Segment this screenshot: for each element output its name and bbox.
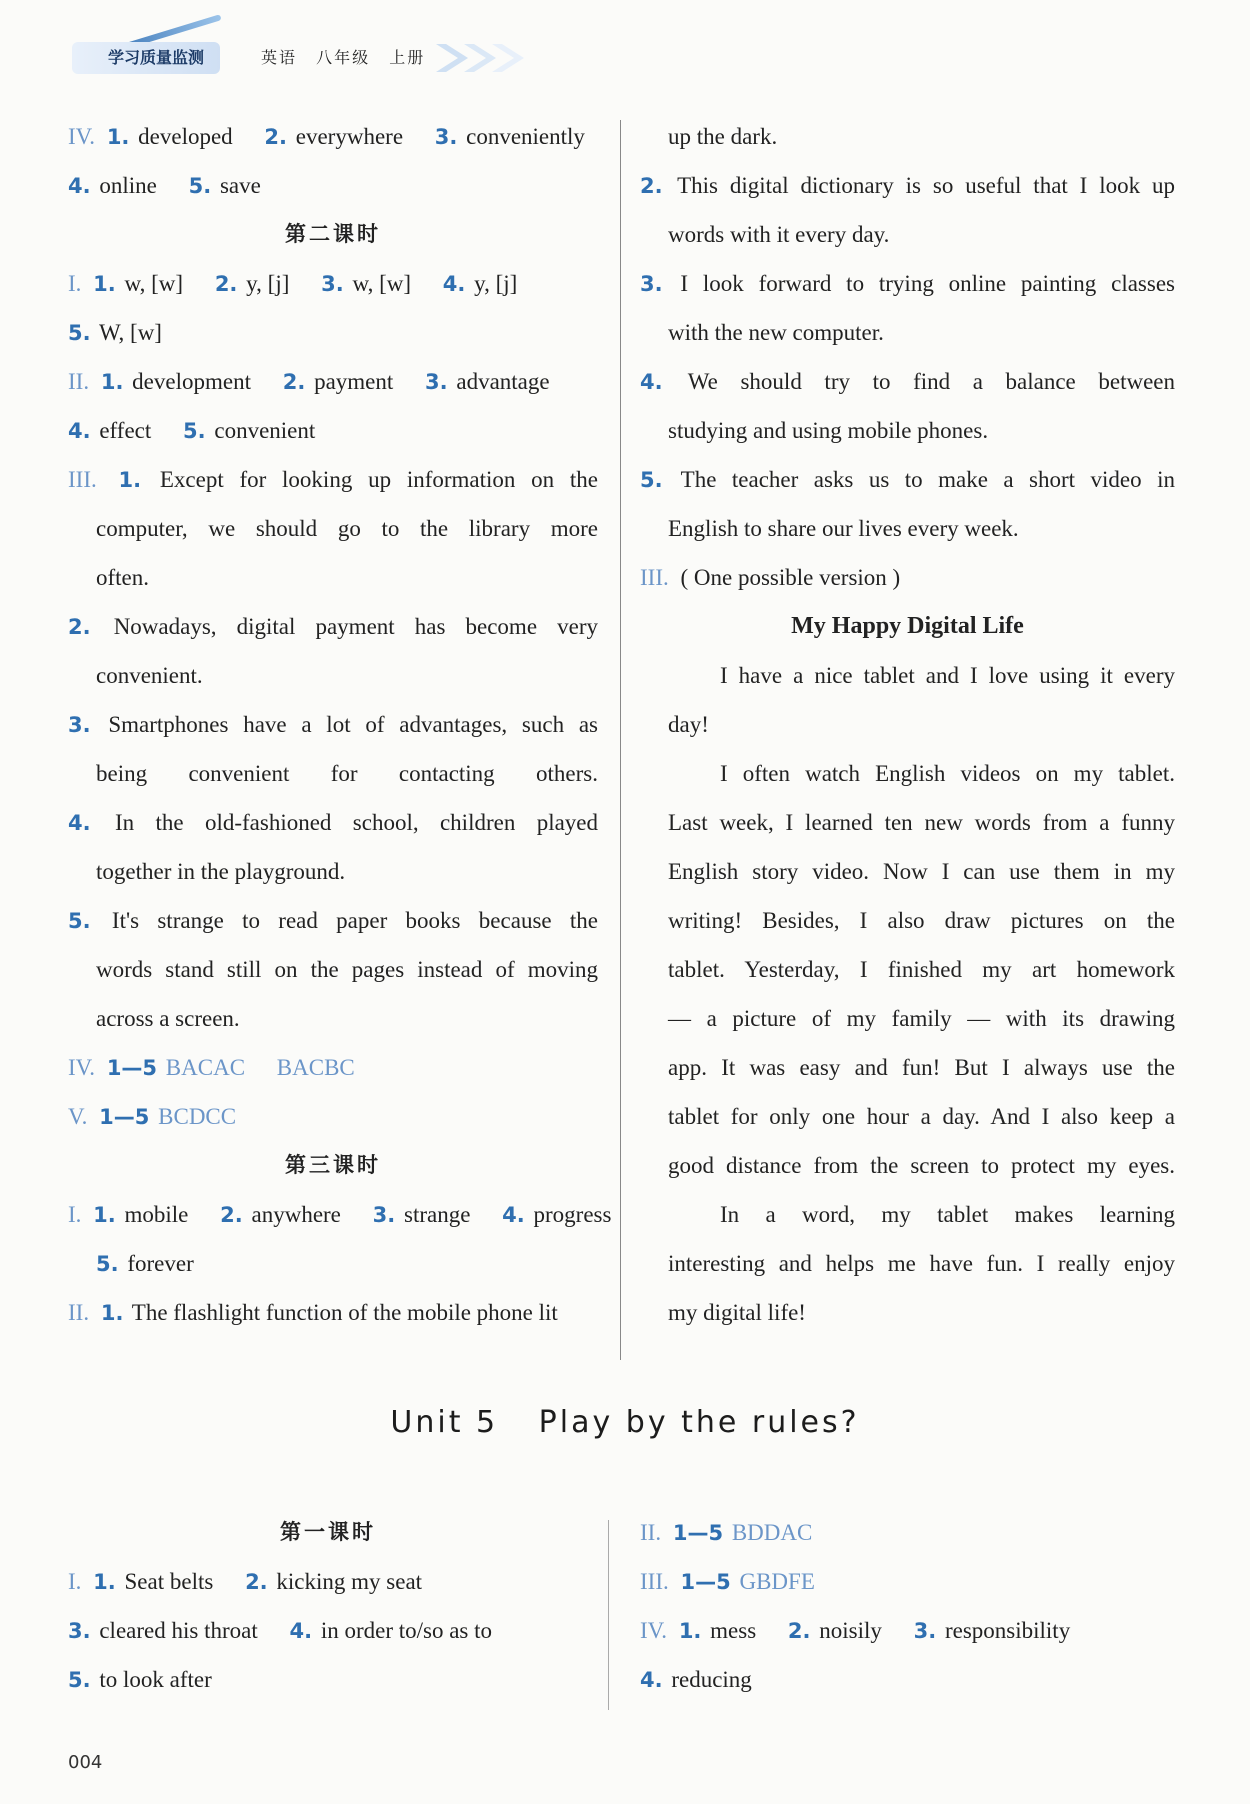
sentence-text: This digital dictionary is so useful that I look up xyxy=(677,173,1175,198)
item-number: 4. xyxy=(442,272,466,296)
sentence-line: words with it every day. xyxy=(668,222,890,247)
answer-row xyxy=(68,1190,612,1239)
chevrons-icon xyxy=(436,40,536,76)
sentence-text: We should try to find a balance between xyxy=(687,369,1175,394)
answer-text: forever xyxy=(127,1251,194,1276)
item-number: 5. xyxy=(183,419,206,443)
answer-row xyxy=(68,406,598,455)
item-range: 1—5 xyxy=(99,1105,150,1129)
answer-key: BCDCC xyxy=(158,1104,237,1129)
sentence-line: English to share our lives every week. xyxy=(668,516,1019,541)
essay-line: English story video. Now I can use them in my xyxy=(668,859,1175,884)
item-number: 1. xyxy=(93,1570,116,1594)
item-number: 4. xyxy=(289,1619,313,1643)
page-header xyxy=(66,18,546,80)
answer-text: reducing xyxy=(671,1667,752,1692)
volume: 上册 xyxy=(389,48,426,67)
answer-text: anywhere xyxy=(251,1202,341,1227)
item-number: 1. xyxy=(106,125,130,149)
sentence-line xyxy=(68,896,598,945)
section-heading xyxy=(640,553,1175,602)
answer-text: w, [w] xyxy=(352,271,412,296)
sentence-text: In the old-fashioned school, children played xyxy=(114,810,599,835)
answer-row xyxy=(68,1092,598,1141)
answer-row xyxy=(68,1557,588,1606)
lesson-title: 第一课时 xyxy=(280,1520,376,1544)
answer-text: Seat belts xyxy=(124,1569,214,1594)
essay-line: I often watch English videos on my tablet. xyxy=(720,761,1175,786)
item-number: 1. xyxy=(100,370,124,394)
item-number: 2. xyxy=(245,1570,268,1594)
item-number: 4. xyxy=(502,1203,525,1227)
section-number: III. xyxy=(68,467,97,492)
page-number: 004 xyxy=(68,1752,103,1773)
answer-text: everywhere xyxy=(295,124,404,149)
answer-text: to look after xyxy=(99,1667,212,1692)
item-number: 3. xyxy=(68,1619,91,1643)
answer-text: y, [j] xyxy=(474,271,518,296)
sentence-line: being convenient for contacting others. xyxy=(96,761,598,786)
essay-line: Last week, I learned ten new words from a funny xyxy=(668,810,1175,835)
sentence-line: computer, we should go to the library more xyxy=(96,516,598,541)
item-number: 1. xyxy=(100,1301,124,1325)
series-title: 学习质量监测 xyxy=(72,42,220,74)
section-number: I. xyxy=(68,271,82,296)
sentence-line xyxy=(68,700,598,749)
sentence-line: words stand still on the pages instead of moving xyxy=(96,957,598,982)
item-number: 4. xyxy=(68,419,91,443)
sentence-text: I look forward to trying online painting classes xyxy=(680,271,1175,296)
answer-text: convenient xyxy=(214,418,316,443)
answer-row xyxy=(68,161,598,210)
book-info xyxy=(261,42,437,74)
answer-row xyxy=(68,1239,598,1288)
sentence-text: Smartphones have a lot of advantages, such as xyxy=(108,712,598,737)
item-number: 3. xyxy=(640,272,663,296)
item-number: 3. xyxy=(425,370,448,394)
sentence-line xyxy=(640,455,1175,504)
item-number: 4. xyxy=(68,811,91,835)
item-number: 3. xyxy=(913,1619,937,1643)
section-number: I. xyxy=(68,1202,82,1227)
essay-line: my digital life! xyxy=(668,1300,806,1325)
unit-heading xyxy=(0,1405,1250,1440)
item-number: 4. xyxy=(640,1668,663,1692)
sentence-line xyxy=(68,798,598,847)
item-number: 5. xyxy=(96,1252,119,1276)
unit-label: Unit 5 xyxy=(390,1405,499,1440)
bottom-right-column xyxy=(640,1508,1160,1704)
sentence-text: It's strange to read paper books because the xyxy=(111,908,599,933)
unit-title: Play by the rules? xyxy=(538,1405,860,1440)
answer-text: y, [j] xyxy=(246,271,290,296)
item-number: 4. xyxy=(640,370,663,394)
lesson-title: 第二课时 xyxy=(285,222,381,246)
section-number: II. xyxy=(640,1520,662,1545)
item-number: 1. xyxy=(93,272,116,296)
answer-text: payment xyxy=(314,369,394,394)
sentence-line xyxy=(640,259,1175,308)
item-range: 1—5 xyxy=(680,1570,731,1594)
section-number: IV. xyxy=(68,1055,96,1080)
answer-text: developed xyxy=(138,124,233,149)
answer-row xyxy=(68,357,598,406)
left-column xyxy=(68,112,612,1337)
item-range: 1—5 xyxy=(106,1056,158,1080)
item-number: 3. xyxy=(372,1203,396,1227)
item-number: 4. xyxy=(68,174,91,198)
sentence-text: The flashlight function of the mobile phone lit xyxy=(131,1300,558,1325)
essay-title: My Happy Digital Life xyxy=(791,613,1024,639)
answer-row xyxy=(68,1043,598,1092)
lesson-title: 第三课时 xyxy=(285,1153,381,1177)
answer-text: mobile xyxy=(124,1202,189,1227)
item-number: 2. xyxy=(68,615,91,639)
essay-line: In a word, my tablet makes learning xyxy=(720,1202,1175,1227)
sentence-line: together in the playground. xyxy=(96,859,346,884)
essay-body xyxy=(640,651,1175,1337)
section-number: IV. xyxy=(68,124,96,149)
answer-row xyxy=(68,1606,588,1655)
essay-line: day! xyxy=(668,712,709,737)
item-number: 2. xyxy=(214,272,238,296)
sentence-line xyxy=(68,455,598,504)
section-number: II. xyxy=(68,369,90,394)
answer-row xyxy=(68,112,598,161)
subject: 英语 xyxy=(261,48,298,67)
section-number: I. xyxy=(68,1569,82,1594)
sentence-line: with the new computer. xyxy=(668,320,884,345)
section-number: III. xyxy=(640,1569,669,1594)
item-number: 2. xyxy=(787,1619,811,1643)
essay-line: interesting and helps me have fun. I really enjoy xyxy=(668,1251,1175,1276)
answer-row xyxy=(68,1655,588,1704)
sentence-line: often. xyxy=(96,565,150,590)
answer-key: BACAC xyxy=(165,1055,246,1080)
item-number: 3. xyxy=(434,125,458,149)
answer-text: conveniently xyxy=(466,124,585,149)
answer-text: noisily xyxy=(819,1618,882,1643)
item-number: 2. xyxy=(220,1203,243,1227)
version-note: ( One possible version ) xyxy=(680,565,901,590)
answer-text: kicking my seat xyxy=(276,1569,423,1594)
sentence-line: across a screen. xyxy=(96,1006,240,1031)
answer-text: progress xyxy=(533,1202,612,1227)
item-number: 1. xyxy=(118,468,142,492)
answer-text: effect xyxy=(99,418,152,443)
item-number: 1. xyxy=(93,1203,116,1227)
answer-text: mess xyxy=(710,1618,757,1643)
answer-text: strange xyxy=(404,1202,471,1227)
item-number: 5. xyxy=(640,468,663,492)
section-number: IV. xyxy=(640,1618,668,1643)
answer-row xyxy=(640,1508,1160,1557)
answer-text: online xyxy=(99,173,157,198)
item-number: 5. xyxy=(68,321,91,345)
item-number: 2. xyxy=(640,174,663,198)
grade: 八年级 xyxy=(316,48,371,67)
section-number: V. xyxy=(68,1104,88,1129)
answer-row xyxy=(640,1606,1160,1655)
item-number: 5. xyxy=(68,1668,91,1692)
answer-text: W, [w] xyxy=(98,320,162,345)
essay-line: good distance from the screen to protect my eyes. xyxy=(668,1153,1175,1178)
essay-line: — a picture of my family — with its drawing xyxy=(668,1006,1175,1031)
essay-line: app. It was easy and fun! But I always use the xyxy=(668,1055,1175,1080)
essay-line: tablet for only one hour a day. And I also keep a xyxy=(668,1104,1175,1129)
right-column xyxy=(640,112,1175,1337)
column-divider xyxy=(620,120,621,1360)
sentence-line: studying and using mobile phones. xyxy=(668,418,989,443)
item-range: 1—5 xyxy=(672,1521,724,1545)
answer-text: development xyxy=(132,369,251,394)
sentence-line xyxy=(68,602,598,651)
sentence-line xyxy=(68,1288,598,1337)
sentence-line xyxy=(640,357,1175,406)
essay-line: I have a nice tablet and I love using it every xyxy=(720,663,1175,688)
sentence-text: The teacher asks us to make a short video in xyxy=(680,467,1175,492)
sentence-text: Except for looking up information on the xyxy=(159,467,599,492)
answer-row xyxy=(640,1655,1160,1704)
sentence-line: convenient. xyxy=(96,663,203,688)
item-number: 5. xyxy=(68,909,91,933)
item-number: 3. xyxy=(321,272,344,296)
answer-key: GBDFE xyxy=(739,1569,815,1594)
item-number: 5. xyxy=(188,174,212,198)
answer-text: cleared his throat xyxy=(99,1618,258,1643)
answer-key: BDDAC xyxy=(731,1520,813,1545)
answer-text: save xyxy=(219,173,261,198)
sentence-line: up the dark. xyxy=(668,124,778,149)
answer-text: advantage xyxy=(456,369,550,394)
answer-key: BACBC xyxy=(276,1055,355,1080)
answer-text: responsibility xyxy=(944,1618,1071,1643)
answer-text: w, [w] xyxy=(124,271,184,296)
item-number: 1. xyxy=(678,1619,702,1643)
answer-row xyxy=(640,1557,1160,1606)
section-number: III. xyxy=(640,565,669,590)
answer-text: in order to/so as to xyxy=(320,1618,493,1643)
item-number: 2. xyxy=(264,125,288,149)
answer-row xyxy=(68,259,598,308)
item-number: 2. xyxy=(282,370,306,394)
sentence-text: Nowadays, digital payment has become very xyxy=(113,614,598,639)
essay-line: writing! Besides, I also draw pictures on the xyxy=(668,908,1175,933)
section-number: II. xyxy=(68,1300,90,1325)
sentence-line xyxy=(640,161,1175,210)
item-number: 3. xyxy=(68,713,91,737)
bottom-left-column xyxy=(68,1508,588,1704)
essay-line: tablet. Yesterday, I finished my art homework xyxy=(668,957,1175,982)
answer-row xyxy=(68,308,598,357)
column-divider xyxy=(608,1520,609,1710)
